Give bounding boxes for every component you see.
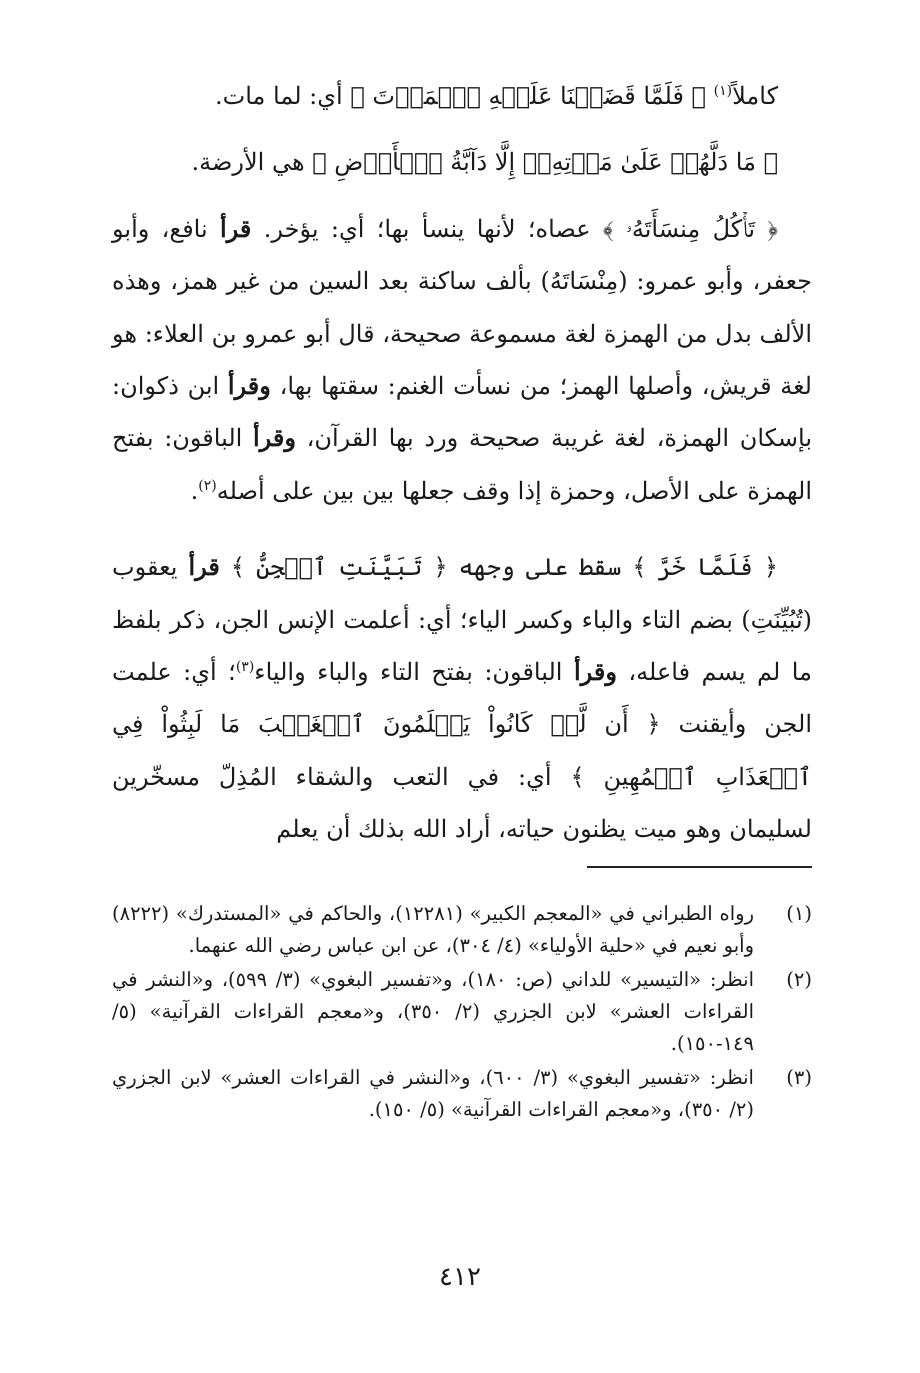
footnote-text: رواه الطبراني في «المعجم الكبير» (١٢٢٨١)، والحاكم في «المستدرك» (٨٢٢٢) وأبو نعيم في «حلية الأولياء» (٤/ ٣٠٤)، عن ابن عباس رضي الله عنهما. (112, 902, 754, 957)
footnote-text: انظر: «تفسير البغوي» (٣/ ٦٠٠)، و«النشر في القراءات العشر» لابن الجزري (٢/ ٣٥٠)، و«معجم القراءات القرآنية» (٥/ ١٥٠). (112, 1066, 754, 1121)
footnote-ref-3: (٣) (235, 659, 255, 676)
footnote-ref-2: (٢) (198, 477, 217, 494)
text-span: هي الأرضة. (191, 148, 313, 177)
footnotes (112, 898, 812, 1126)
quran-quote: ﴿ مَا دَلَّهُمۡ عَلَىٰ مَوۡتِهِۦٓ إِلَّا دَآبَّةُ ٱلۡأَرۡضِ ﴾ (312, 148, 778, 177)
quran-quote: ﴿ تَأۡكُلُ مِنسَأَتَهُۥ ﴾ (602, 214, 778, 243)
reading-keyword: قرأ (188, 552, 220, 582)
quran-quote: ﴿ أَن لَّوۡ كَانُواْ يَعۡلَمُونَ ٱلۡغَيۡبَ مَا لَبِثُواْ فِي ٱلۡعَذَابِ ٱلۡمُهِينِ ﴾ (112, 710, 812, 791)
footnote-number: (١) (786, 902, 812, 925)
text-span: نافع، وأبو جعفر، وأبو عمرو: (مِنْسَاتَهُ) بألف ساكنة بعد السين من غير همز، وهذه الألف بدل من الهمزة لغة مسموعة صحيحة، قال أبو عمرو بن العلاء: هو لغة قريش، وأصلها الهمز؛ من نسأت الغنم: سقتها بها، (112, 214, 812, 401)
footnote-number: (٣) (786, 1066, 812, 1089)
paragraph-3 (112, 203, 812, 517)
text-span: الباقون: بفتح الهمزة على الأصل، وحمزة إذا وقف جعلها بين بين على أصله (112, 424, 812, 505)
footnote-ref-1: (١) (713, 83, 733, 99)
paragraph-4 (112, 541, 812, 855)
quran-quote: ﴿ فَلَمَّا قَضَيۡنَا عَلَيۡهِ ٱلۡمَوۡتَ ﴾ (350, 82, 706, 110)
page-number: ٤١٢ (439, 1262, 481, 1292)
footnote-2 (112, 964, 812, 1060)
footnote-1 (112, 898, 812, 962)
text-span: أي: في التعب والشقاء المُذِلّ مسخّرين لسليمان وهو ميت يظنون حياته، أراد الله بذلك أن يعلم (112, 762, 812, 844)
text-span (220, 553, 231, 581)
footnote-separator (587, 866, 812, 868)
text-span: أي: لما مات. (215, 82, 351, 110)
text-span: عصاه؛ لأنها ينسأ بها؛ أي: يؤخر. (251, 214, 603, 243)
footnote-text: انظر: «التيسير» للداني (ص: ١٨٠)، و«تفسير البغوي» (٣/ ٥٩٩)، و«النشر في القراءات العشر» لابن الجزري (٢/ ٣٥٠)، و«معجم القراءات القرآنية» (٥/ ١٤٩-١٥٠). (112, 968, 754, 1055)
text-span: الباقون: بفتح التاء والباء والياء (254, 658, 574, 687)
reading-keyword: وقرأ (227, 371, 271, 401)
paragraph-1 (112, 70, 812, 122)
text-span: ابن ذكوان: بإسكان الهمزة، لغة غريبة صحيحة ورد بها القرآن، (112, 372, 812, 453)
text-span: . (190, 476, 199, 505)
reading-keyword: وقرأ (252, 423, 296, 453)
text-span: ؛ أي: علمت الجن وأيقنت (112, 658, 813, 739)
paragraph-2 (112, 136, 812, 188)
text-span: يعقوب (تُبُيِّنَتِ) بضم التاء والباء وكسر الياء؛ أي: أعلمت الإنس الجن، ذكر بلفظ ما لم يسم فاعله، (112, 553, 812, 687)
footnote-number: (٢) (786, 968, 812, 991)
footnote-3 (112, 1062, 812, 1126)
quran-quote: ﴿ فَلَمَّا خَرَّ ﴾ (632, 553, 778, 582)
text-span: سقط على وجهه (447, 553, 633, 582)
text-span: كاملاً (732, 82, 778, 110)
reading-keyword: وقرأ (573, 657, 617, 687)
quran-quote: ﴿ تَبَيَّنَتِ ٱلۡجِنُّ ﴾ (230, 553, 448, 582)
reading-keyword: قرأ (220, 213, 252, 243)
